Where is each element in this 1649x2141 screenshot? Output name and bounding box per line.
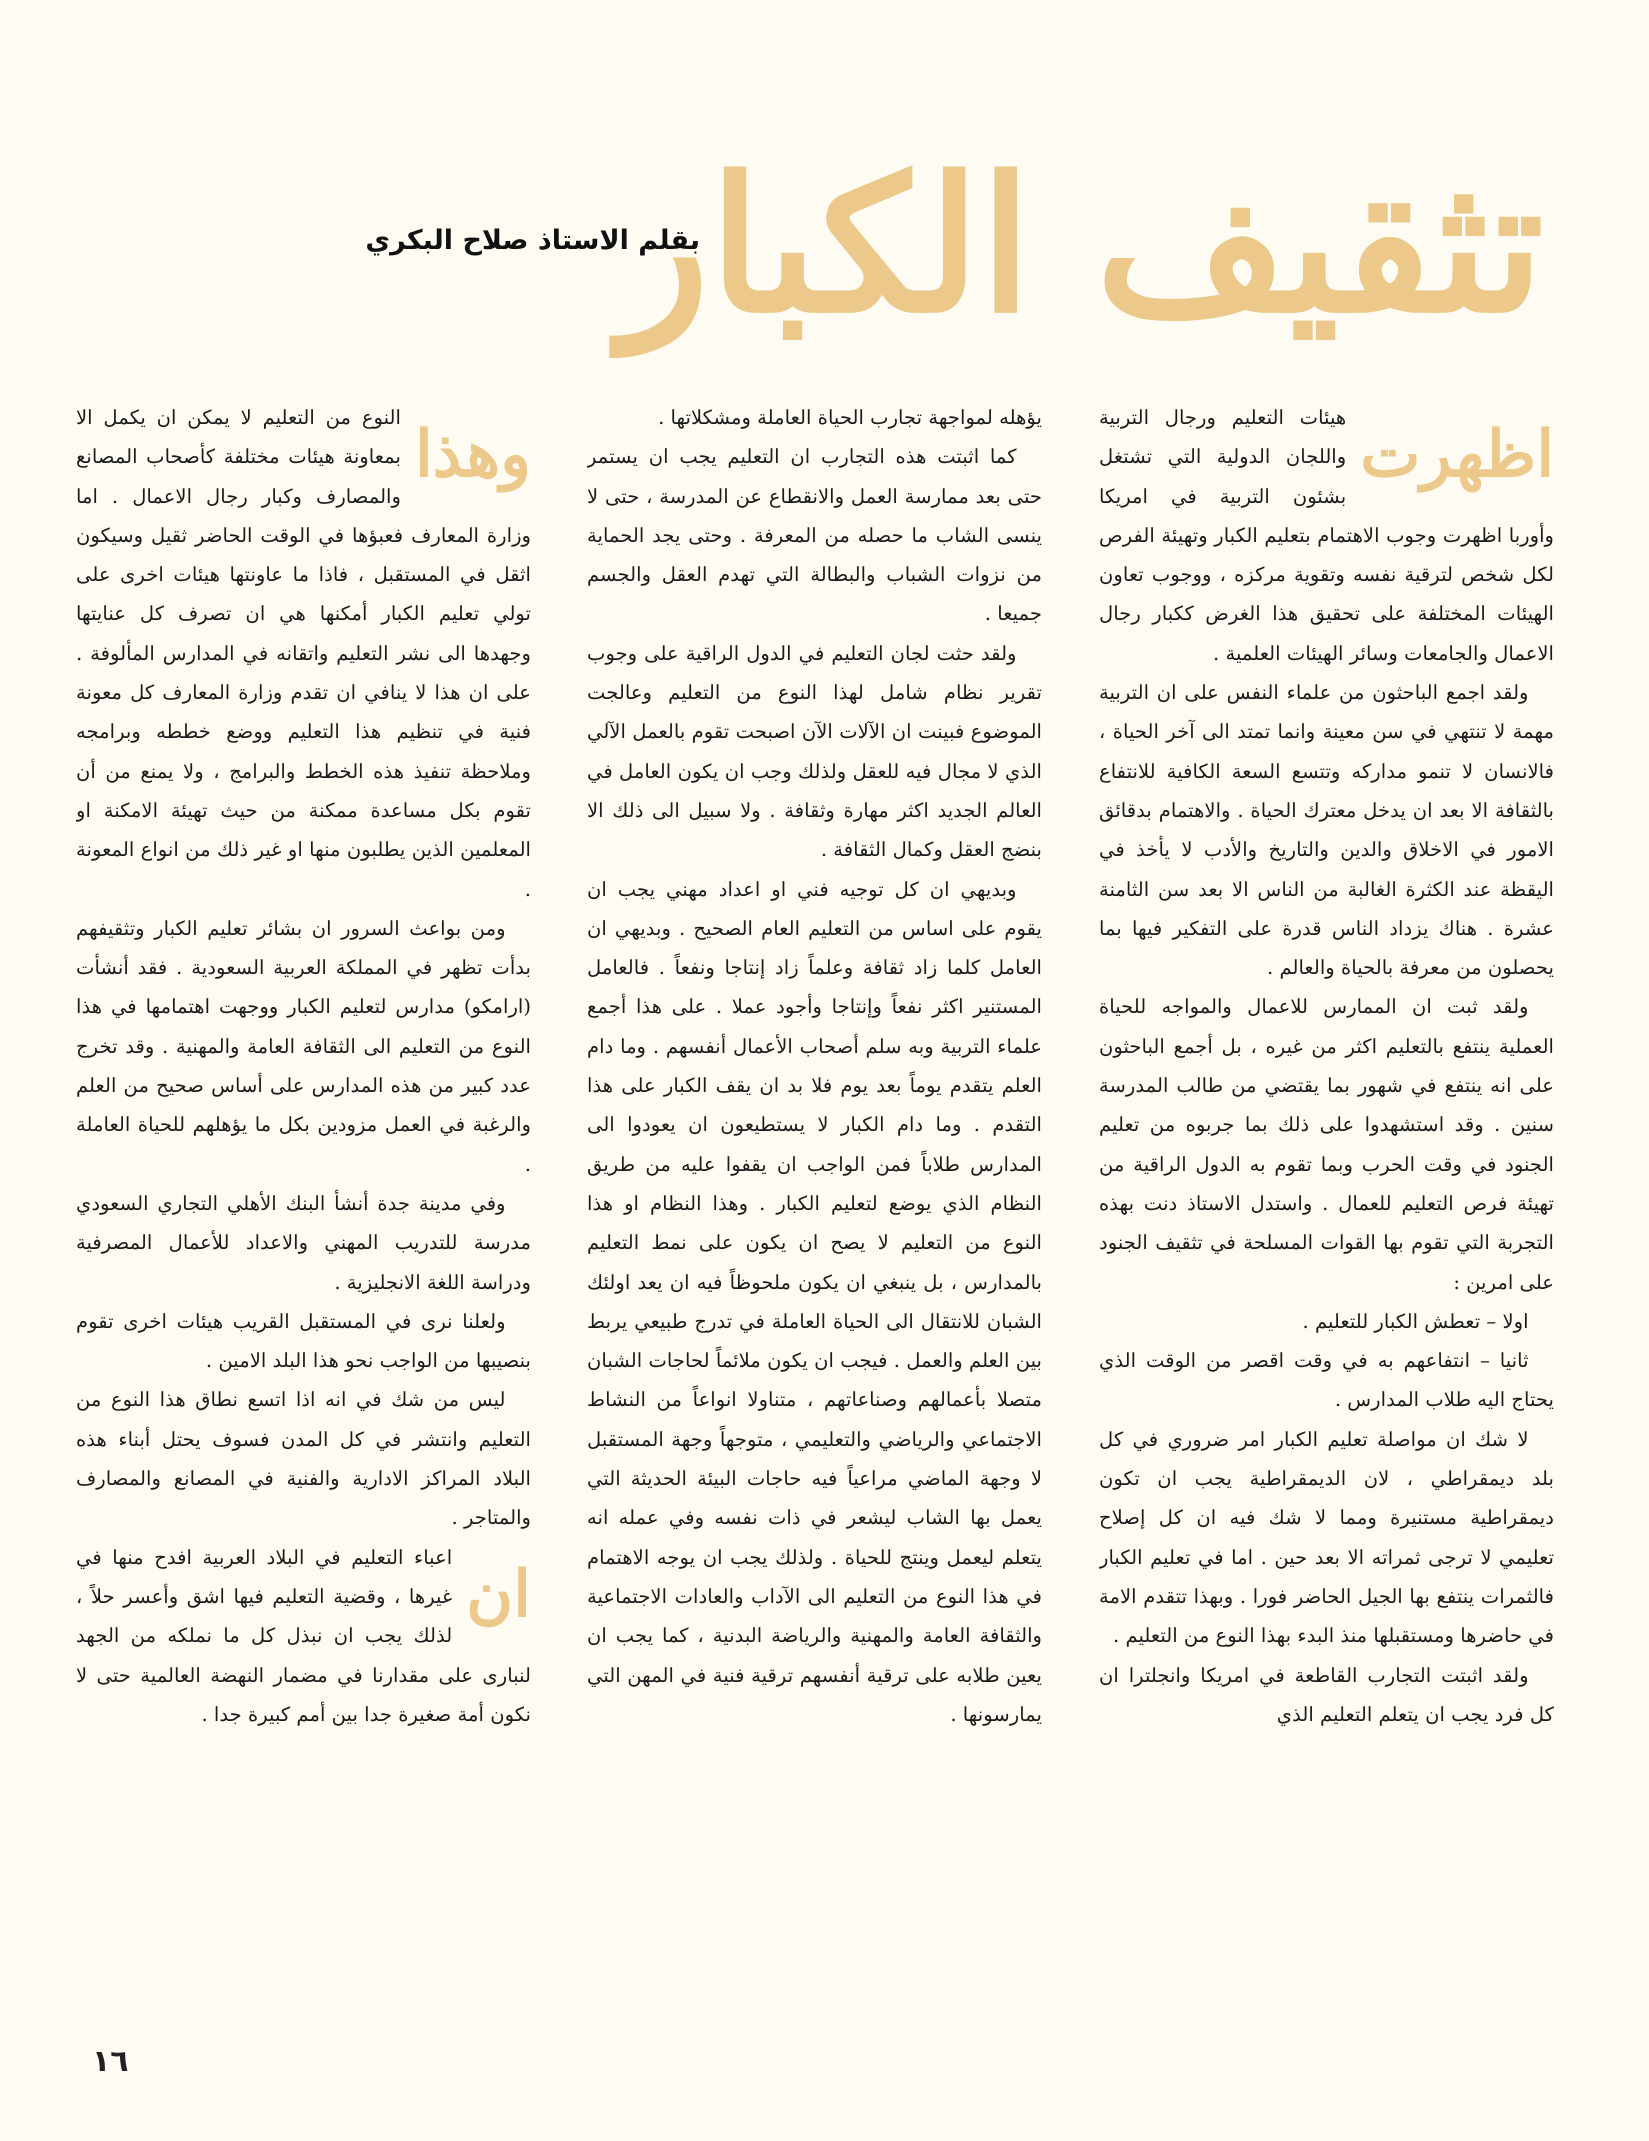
paragraph: يؤهله لمواجهة تجارب الحياة العاملة ومشكلاتها .: [658, 406, 1042, 429]
paragraph: اولا – تعطش الكبار للتعليم .: [1302, 1309, 1529, 1333]
paragraph: ثانيا – انتفاعهم به في وقت اقصر من الوقت الذي يحتاج اليه طلاب المدارس .: [1099, 1349, 1554, 1412]
article-column-left: [76, 398, 531, 2028]
paragraph: ولقد اثبتت التجارب القاطعة في امريكا وانجلترا ان كل فرد يجب ان يتعلم التعليم الذي: [1099, 1663, 1554, 1726]
dropcap-word: اظهرت: [1360, 417, 1554, 492]
paragraph: وبديهي ان كل توجيه فني او اعداد مهني يجب ان يقوم على اساس من التعليم العام الصحيح . وبديهي ان العامل كلما زاد ثقافة وعلماً زاد إنتاجا ونفعاً . فالعامل المستنير اكثر نفعاً وإنتاجا وأجود عملا . على هذا أجمع علماء التربية وبه سلم أصحاب الأعمال أنفسهم . وما دام العلم يتقدم يوماً بعد يوم فلا بد ان يقف الكبار على هذا التقدم . وما دام الكبار لا يستطيعون ان يعودوا الى المدارس طلاباً فمن الواجب ان يقفوا عليه من طريق النظام الذي يوضع لتعليم الكبار . وهذا النظام او هذا النوع من التعليم لا يصح ان يكون على نمط التعليم بالمدارس ، بل ينبغي ان يكون ملحوظاً فيه ان يعد اولئك الشبان للانتقال الى الحياة العاملة في تدرج طبيعي يربط بين العلم والعمل . فيجب ان يكون ملائماً لحاجات الشبان متصلا بأعمالهم وصناعاتهم ، متناولا انواعاً من النشاط الاجتماعي والرياضي والتعليمي ، متوجهاً وجهة المستقبل لا وجهة الماضي مراعياً فيه حاجات البيئة الحديثة التي يعمل بها الشاب ليشعر في ذات نفسه وفي عمله انه يتعلم ليعمل وينتج للحياة . ولذلك يجب ان يوجه الاهتمام في هذا النوع من التعليم الى الآداب والعادات الاجتماعية والثقافة العامة والمهنية والرياضة البدنية ، كما يجب ان يعين طلابه على ترقية أنفسهم ترقية فنية في المهن التي يمارسونها .: [587, 877, 1042, 1726]
paragraph: ولقد حثت لجان التعليم في الدول الراقية على وجوب تقرير نظام شامل لهذا النوع من التعليم وعالجت الموضوع فبينت ان الآلات الآن اصبحت تقوم بالعمل الآلي الذي لا مجال فيه للعقل ولذلك وجب ان يكون العامل في العالم الجديد اكثر مهارة وثقافة . ولا سبيل الى ذلك الا بنضج العقل وكمال الثقافة .: [587, 641, 1042, 862]
paragraph: لا شك ان مواصلة تعليم الكبار امر ضروري في كل بلد ديمقراطي ، لان الديمقراطية يجب ان تكون ديمقراطية مستنيرة ومما لا شك فيه ان كل إصلاح تعليمي لا ترجى ثمراته الا بعد حين . اما في تعليم الكبار فالثمرات ينتفع بها الجيل الحاضر فورا . وبهذا تتقدم الامة في حاضرها ومستقبلها منذ البدء بهذا النوع من التعليم .: [1099, 1427, 1554, 1648]
paragraph: ومن بواعث السرور ان بشائر تعليم الكبار وتثقيفهم بدأت تظهر في المملكة العربية السعودية . فقد أنشأت (ارامكو) مدارس لتعليم الكبار ووجهت اهتمامها في هذا النوع من التعليم الى الثقافة العامة والمهنية . وقد تخرج عدد كبير من هذه المدارس على أساس صحيح من العلم والرغبة في العمل مزودين بكل ما يؤهلهم للحياة العاملة .: [76, 916, 531, 1176]
paragraph: هيئات التعليم ورجال التربية واللجان الدولية التي تشتغل بشئون التربية في امريكا وأوربا اظهرت وجوب الاهتمام بتعليم الكبار وتهيئة الفرص لكل شخص لترقية نفسه وتقوية مركزه ، ووجوب تعاون الهيئات المختلفة على تحقيق هذا الغرض ككبار رجال الاعمال والجامعات وسائر الهيئات العلمية .: [1099, 406, 1554, 665]
dropcap-word: ان: [466, 1556, 531, 1632]
paragraph: النوع من التعليم لا يمكن ان يكمل الا بمعاونة هيئات مختلفة كأصحاب المصانع والمصارف وكبار رجال الاعمال . اما وزارة المعارف فعبؤها في الوقت الحاضر ثقيل وسيكون اثقل في المستقبل ، فاذا ما عاونتها هيئات اخرى على تولي تعليم الكبار أمكنها هي ان تصرف كل عنايتها وجهدها الى نشر التعليم واتقانه في المدارس المألوفة . على ان هذا لا ينافي ان تقدم وزارة المعارف كل معونة فنية في تنظيم هذا التعليم ووضع خططه وبرامجه وملاحظة تنفيذ هذه الخطط والبرامج ، ولا يمنع من أن تقوم بكل مساعدة ممكنة من حيث تهيئة الامكنة او المعلمين الذين يطلبون منها او غير ذلك من انواع المعونة .: [76, 406, 531, 901]
paragraph: ليس من شك في انه اذا اتسع نطاق هذا النوع من التعليم وانتشر في كل المدن فسوف يحتل أبناء هذه البلاد المراكز الادارية والفنية في المصانع والمصارف والمتاجر .: [76, 1388, 531, 1530]
dropcap-word: وهذا: [414, 417, 531, 492]
article-column-right: [1099, 398, 1554, 2028]
paragraph: اعباء التعليم في البلاد العربية افدح منها في غيرها ، وقضية التعليم فيها اشق وأعسر حلاً ، لذلك يجب ان نبذل كل ما نملكه من الجهد لنبارى على مقدارنا في مضمار النهضة العالمية حتى لا نكون أمة صغيرة جدا بين أمم كبيرة جدا .: [76, 1545, 531, 1726]
article-title: تثقيف الكبار: [619, 136, 1544, 354]
paragraph: وفي مدينة جدة أنشأ البنك الأهلي التجاري السعودي مدرسة للتدريب المهني والاعداد للأعمال المصرفية ودراسة اللغة الانجليزية .: [76, 1191, 531, 1294]
article-column-middle: [587, 398, 1042, 2028]
article-byline: بقلم الاستاذ صلاح البكري: [365, 225, 700, 256]
paragraph: ولعلنا نرى في المستقبل القريب هيئات اخرى تقوم بنصيبها من الواجب نحو هذا البلد الامين .: [76, 1309, 531, 1373]
paragraph: ولقد اجمع الباحثون من علماء النفس على ان التربية مهمة لا تنتهي في سن معينة وانما تمتد الى آخر الحياة ، فالانسان لا تنمو مداركه وتتسع السعة الكافية للانتفاع بالثقافة الا بعد ان يدخل معترك الحياة . والاهتمام بدقائق الامور في الاخلاق والدين والتاريخ والأدب لا يأخذ في اليقظة عند الكثرة الغالبة من الناس الا بعد سن الثامنة عشرة . هناك يزداد الناس قدرة على التفكير فيها بما يحصلون من معرفة بالحياة والعالم .: [1099, 681, 1554, 980]
page-number: ١٦: [92, 2044, 129, 2079]
paragraph: كما اثبتت هذه التجارب ان التعليم يجب ان يستمر حتى بعد ممارسة العمل والانقطاع عن المدرسة ، حتى لا ينسى الشاب ما حصله من المعرفة . وحتى يجد الحماية من نزوات الشباب والبطالة التي تهدم العقل والجسم جميعا .: [587, 445, 1042, 626]
paragraph: ولقد ثبت ان الممارس للاعمال والمواجه للحياة العملية ينتفع بالتعليم اكثر من غيره ، بل أجمع الباحثون على انه ينتفع في شهور بما يقتضي من طالب المدرسة سنين . وقد استشهدوا على ذلك بما جربوه من تعليم الجنود في وقت الحرب وبما تقوم به الدول الراقية من تهيئة فرص التعليم للعمال . واستدل الاستاذ دنت بهذه التجربة التي تقوم بها القوات المسلحة في تثقيف الجنود على امرين :: [1099, 995, 1554, 1294]
